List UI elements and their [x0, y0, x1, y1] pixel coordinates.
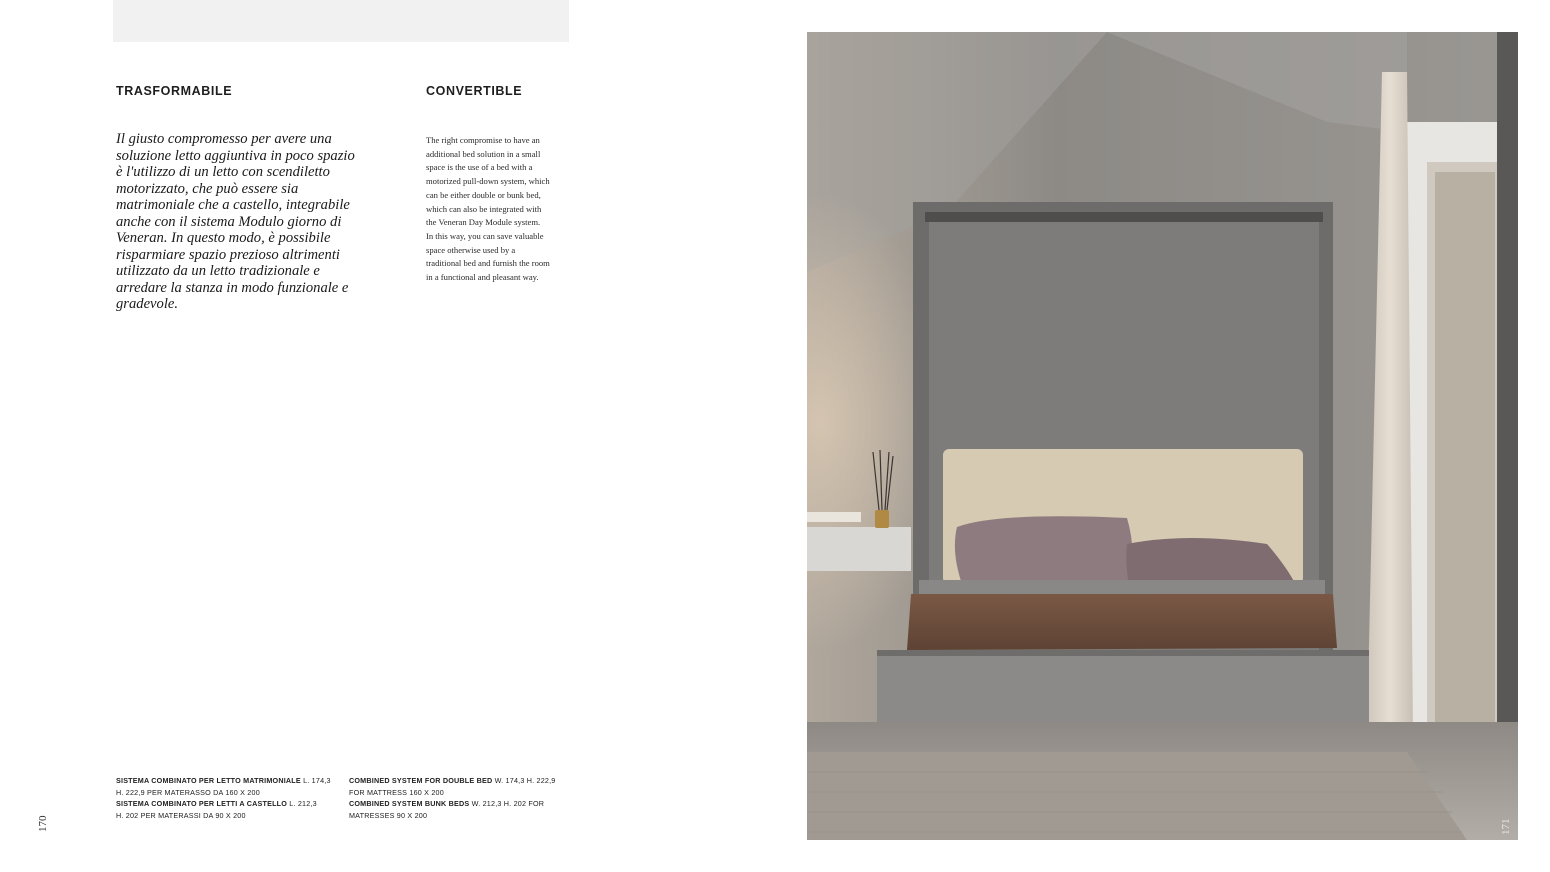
- italian-line: è l'utilizzo di un letto con scendiletto: [116, 164, 330, 180]
- heading-english: CONVERTIBLE: [426, 84, 523, 98]
- spec-line: H. 202 PER MATERASSI DA 90 X 200: [116, 810, 246, 820]
- spec-line: [349, 798, 556, 810]
- italian-line: anche con il sistema Modulo giorno di: [116, 213, 342, 230]
- heading-italian: TRASFORMABILE: [116, 84, 233, 98]
- italian-line: motorizzato, che può essere sia: [116, 180, 299, 197]
- italian-line: utilizzato da un letto tradizionale e: [116, 263, 320, 279]
- spec-line: [349, 775, 556, 787]
- bed-base-edge: [877, 650, 1369, 656]
- page-number-left: 170: [37, 815, 49, 832]
- spec-line: H. 222,9 PER MATERASSO DA 160 X 200: [116, 787, 260, 797]
- window-glass: [1435, 172, 1495, 742]
- spec-value: L. 174,3: [300, 776, 331, 785]
- spec-line: MATRESSES 90 X 200: [349, 810, 428, 820]
- spec-label: COMBINED SYSTEM BUNK BEDS: [349, 799, 470, 808]
- english-line: the Veneran Day Module system.: [426, 217, 541, 228]
- english-line: space otherwise used by a: [426, 244, 516, 255]
- bedroom-illustration: [807, 32, 1518, 840]
- spec-english: [349, 775, 556, 821]
- english-line: motorized pull-down system, which: [426, 176, 550, 187]
- italian-description: [116, 131, 378, 313]
- page-number-right: 171: [1500, 818, 1512, 835]
- english-line: can be either double or bunk bed,: [426, 189, 541, 200]
- cabinet-top-light: [925, 212, 1323, 222]
- english-line: In this way, you can save valuable: [426, 230, 544, 241]
- spec-line: [116, 798, 331, 810]
- bedroom-photo: [807, 32, 1518, 840]
- italian-line: risparmiare spazio prezioso altrimenti: [116, 246, 340, 263]
- english-line: which can also be integrated with: [426, 203, 542, 214]
- english-line: additional bed solution in a small: [426, 148, 541, 159]
- spec-line: [116, 775, 331, 787]
- italian-line: gradevole.: [116, 296, 179, 312]
- spec-italian: [116, 775, 331, 821]
- italian-line: arredare la stanza in modo funzionale e: [116, 279, 349, 296]
- books: [807, 512, 861, 522]
- italian-line: matrimoniale che a castello, integrabile: [116, 197, 350, 213]
- blanket: [907, 594, 1337, 650]
- spec-label: SISTEMA COMBINATO PER LETTI A CASTELLO: [116, 799, 288, 808]
- english-line: in a functional and pleasant way.: [426, 272, 539, 283]
- spec-line: FOR MATTRESS 160 X 200: [349, 787, 444, 797]
- italian-line: soluzione letto aggiuntiva in poco spazio: [116, 147, 355, 164]
- spec-label: COMBINED SYSTEM FOR DOUBLE BED: [349, 776, 493, 785]
- english-line: traditional bed and furnish the room: [426, 258, 550, 269]
- spec-label: SISTEMA COMBINATO PER LETTO MATRIMONIALE: [116, 776, 301, 785]
- spec-value: W. 174,3 H. 222,9: [492, 776, 556, 785]
- nightstand: [807, 527, 911, 571]
- spec-value: W. 212,3 H. 202 FOR: [469, 799, 545, 808]
- spec-value: L. 212,3: [287, 799, 317, 808]
- window-edge: [1497, 32, 1518, 840]
- bed-sheet: [919, 580, 1325, 596]
- rug: [807, 752, 1467, 840]
- english-line: The right compromise to have an: [426, 135, 540, 145]
- english-line: space is the use of a bed with a: [426, 162, 533, 173]
- pillow-left: [955, 516, 1133, 589]
- header-placeholder-block: [113, 0, 569, 42]
- english-description: [426, 134, 576, 285]
- italian-line: Il giusto compromesso per avere una: [116, 131, 332, 147]
- diffuser-bottle: [875, 510, 889, 528]
- italian-line: Veneran. In questo modo, è possibile: [116, 230, 331, 246]
